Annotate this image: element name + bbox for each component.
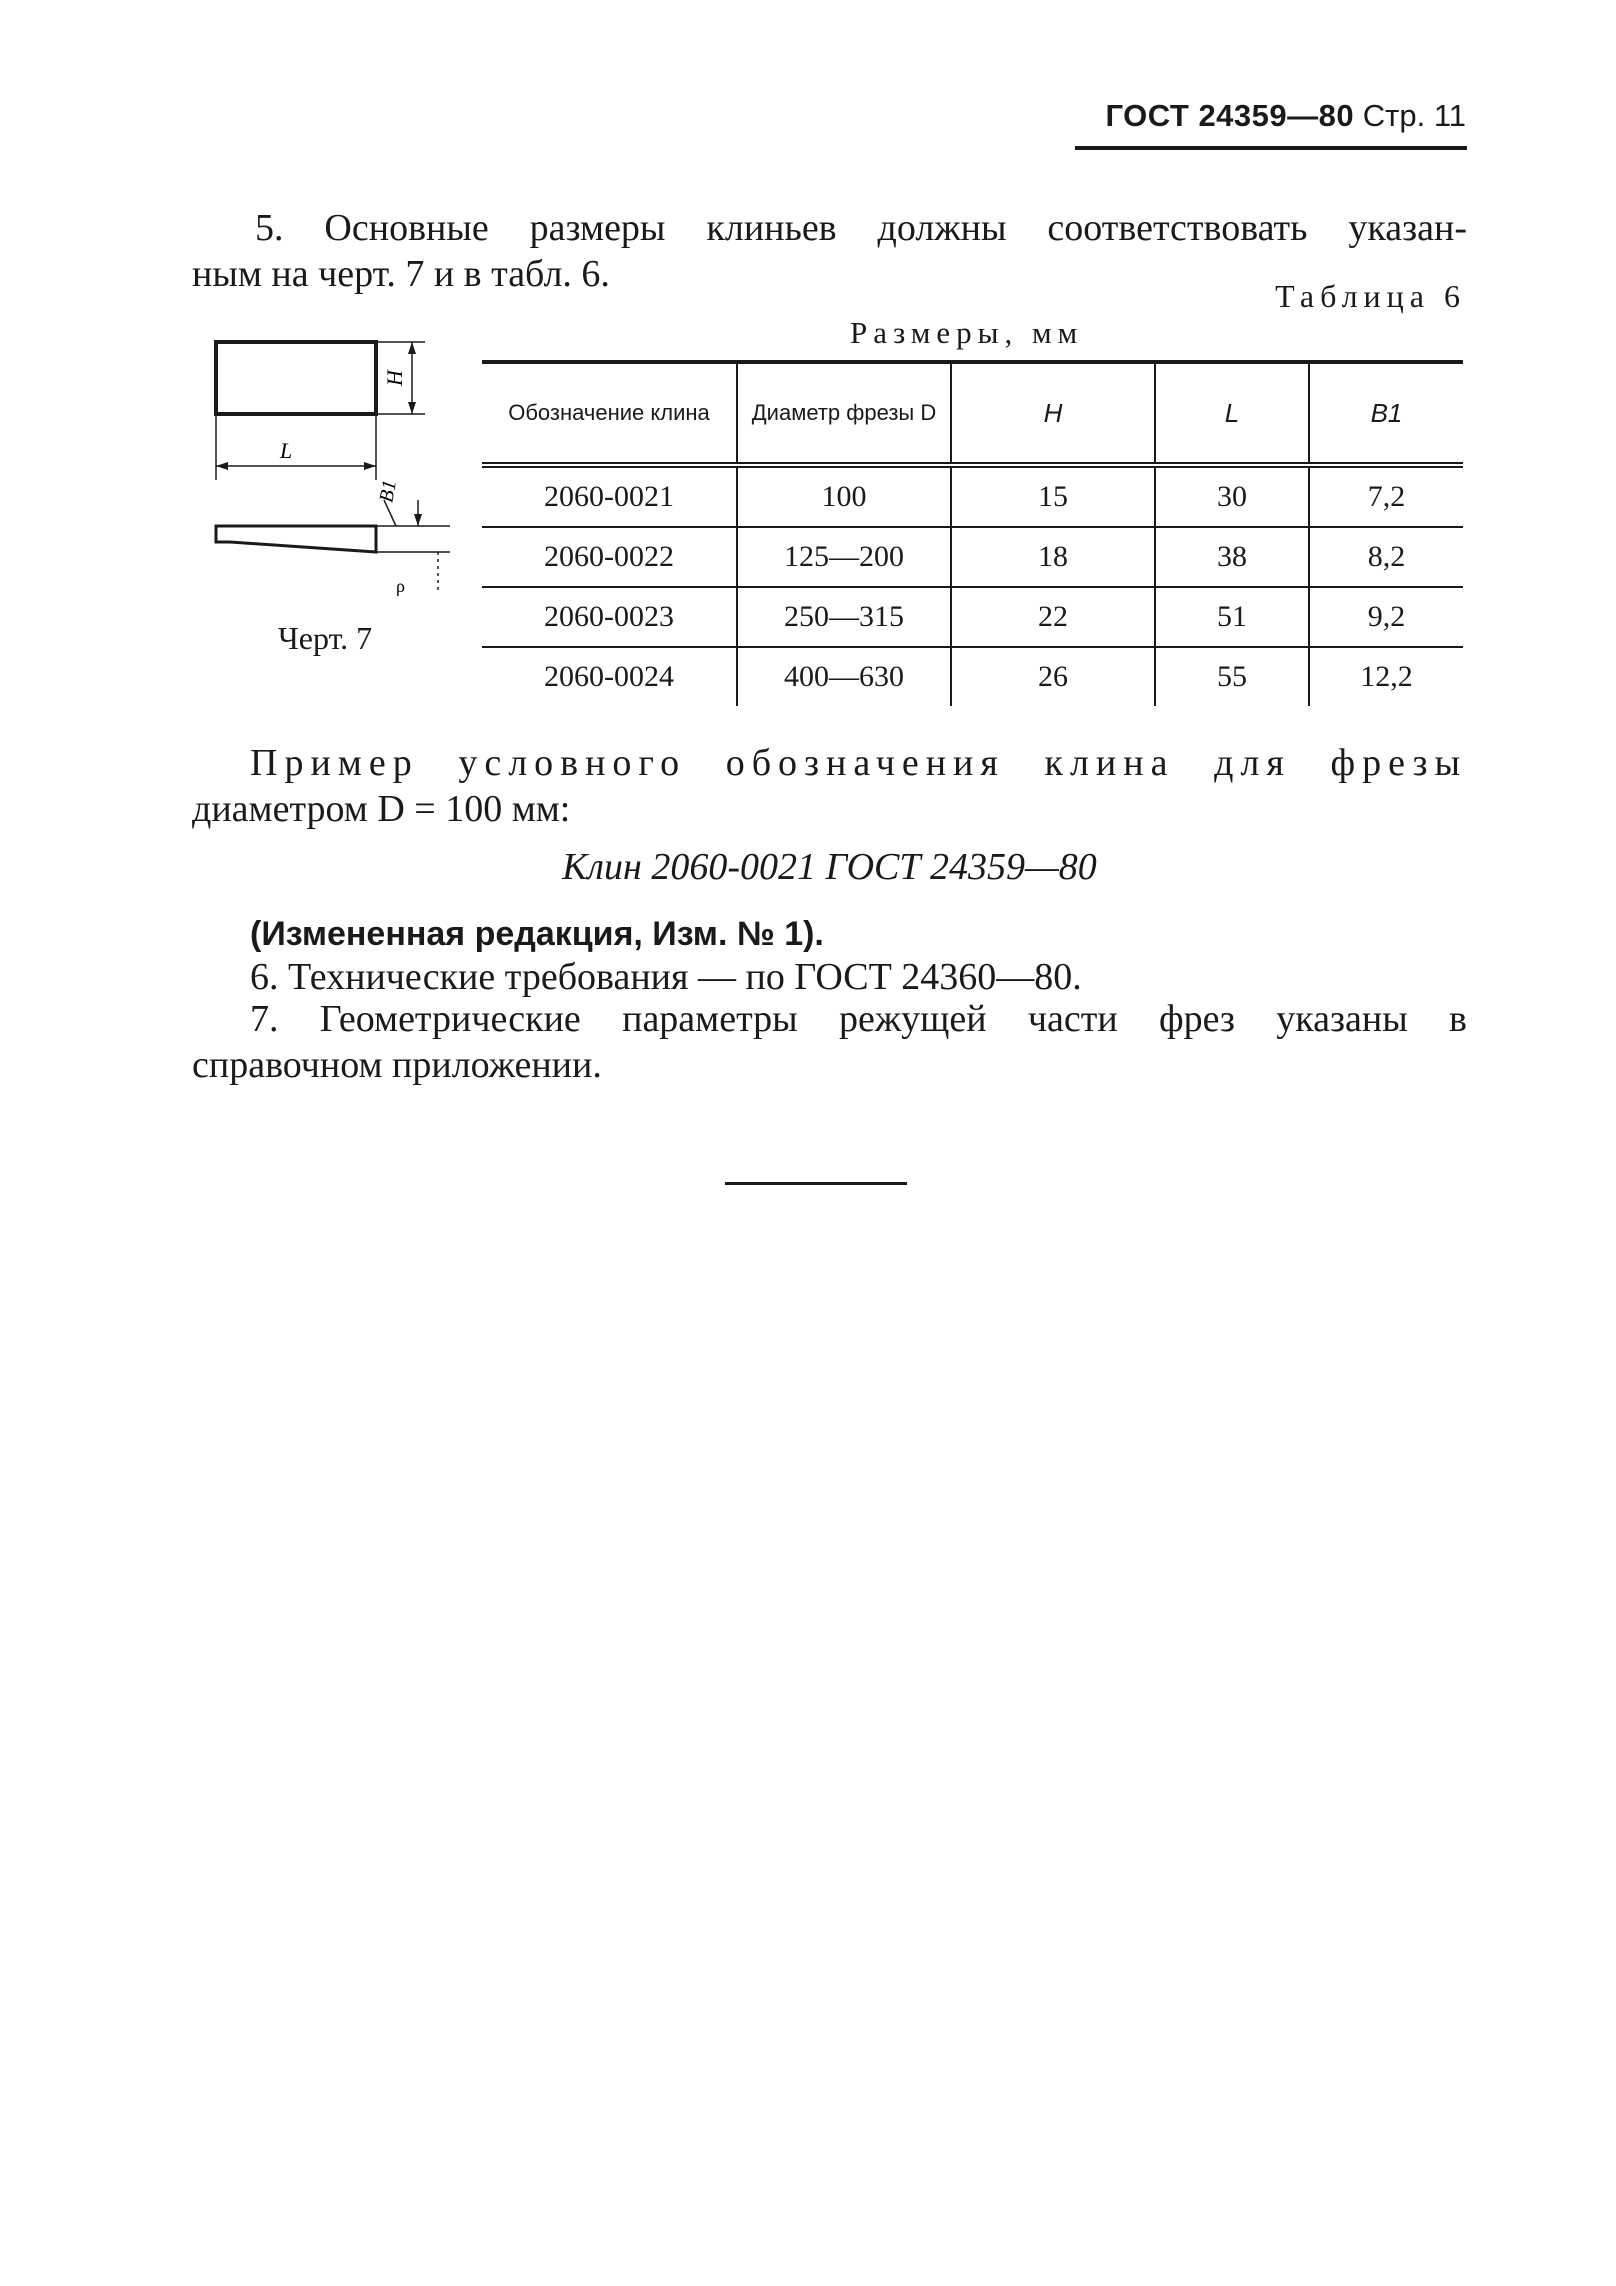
cell-designation: 2060-0021 <box>482 465 737 527</box>
dim-h-label: H <box>382 370 407 386</box>
header-l: L <box>1155 362 1309 465</box>
dim-l-arrow-right <box>364 462 376 470</box>
dim-l-arrow-left <box>216 462 228 470</box>
cell-h: 15 <box>951 465 1155 527</box>
cell-h: 18 <box>951 527 1155 587</box>
cell-diameter: 250—315 <box>737 587 951 647</box>
header-rule <box>1075 146 1467 150</box>
paragraph-6: 6. Технические требования — по ГОСТ 24360—80. <box>250 956 1082 998</box>
paragraph-5-line-1: 5. Основные размеры клиньев должны соответствовать указан- <box>255 207 1467 249</box>
cell-designation: 2060-0023 <box>482 587 737 647</box>
cell-designation: 2060-0024 <box>544 660 674 693</box>
wedge-top-view <box>216 342 376 414</box>
header-diameter: Диаметр фрезы D <box>737 362 951 465</box>
dim-l-label: L <box>280 438 293 463</box>
table-row <box>482 465 1463 527</box>
cell-designation: 2060-0022 <box>482 527 737 587</box>
header-b1: B1 <box>1309 362 1463 465</box>
table-6 <box>482 360 1463 706</box>
wedge-side-view <box>216 526 376 552</box>
dim-b1-label: B1 <box>375 478 401 505</box>
cell-b1: 12,2 <box>1309 647 1463 706</box>
example-line-1: Пример условного обозначения клина для фрезы <box>250 742 1467 784</box>
table-row <box>482 527 1463 587</box>
paragraph-7-line-2: справочном приложении. <box>192 1044 602 1086</box>
example-line-2: диаметром D = 100 мм: <box>192 788 571 830</box>
end-rule <box>725 1182 907 1185</box>
header-h: H <box>951 362 1155 465</box>
table-number: Таблица 6 <box>1275 278 1466 314</box>
dim-h-arrow-top <box>408 342 416 354</box>
dim-rho-label: ρ <box>396 576 405 596</box>
amendment-note: (Измененная редакция, Изм. № 1). <box>250 915 824 953</box>
cell-l: 30 <box>1155 465 1309 527</box>
cell-l: 51 <box>1155 587 1309 647</box>
paragraph-7 <box>192 996 1467 1088</box>
cell-diameter: 400—630 <box>737 647 951 706</box>
example-paragraph <box>192 740 1467 832</box>
cell-l: 38 <box>1155 527 1309 587</box>
header-designation: Обозначение клина <box>482 362 737 465</box>
header-standard: ГОСТ 24359—80 <box>1105 98 1355 133</box>
paragraph-7-line-1: 7. Геометрические параметры режущей части фрез указаны в <box>250 998 1467 1040</box>
paragraph-5-line-2: ным на черт. 7 и в табл. 6. <box>192 253 610 295</box>
table-header-row <box>482 362 1463 465</box>
cell-b1: 7,2 <box>1309 465 1463 527</box>
table-row <box>482 587 1463 647</box>
dim-b1-arrow <box>414 514 422 526</box>
cell-diameter: 100 <box>737 465 951 527</box>
cell-b1: 9,2 <box>1309 587 1463 647</box>
cell-h: 22 <box>951 587 1155 647</box>
cell-b1: 8,2 <box>1309 527 1463 587</box>
page-header <box>1106 98 1467 134</box>
drawing-caption: Черт. 7 <box>278 620 373 656</box>
table-row <box>482 647 1463 706</box>
wedge-drawing <box>200 330 470 600</box>
cell-l: 55 <box>1155 647 1309 706</box>
header-page: Стр. 11 <box>1362 98 1466 133</box>
table-units: Размеры, мм <box>850 315 1084 350</box>
cell-diameter: 125—200 <box>737 527 951 587</box>
dim-h-arrow-bottom <box>408 402 416 414</box>
cell-h: 26 <box>951 647 1155 706</box>
example-designation: Клин 2060-0021 ГОСТ 24359—80 <box>562 846 1097 888</box>
